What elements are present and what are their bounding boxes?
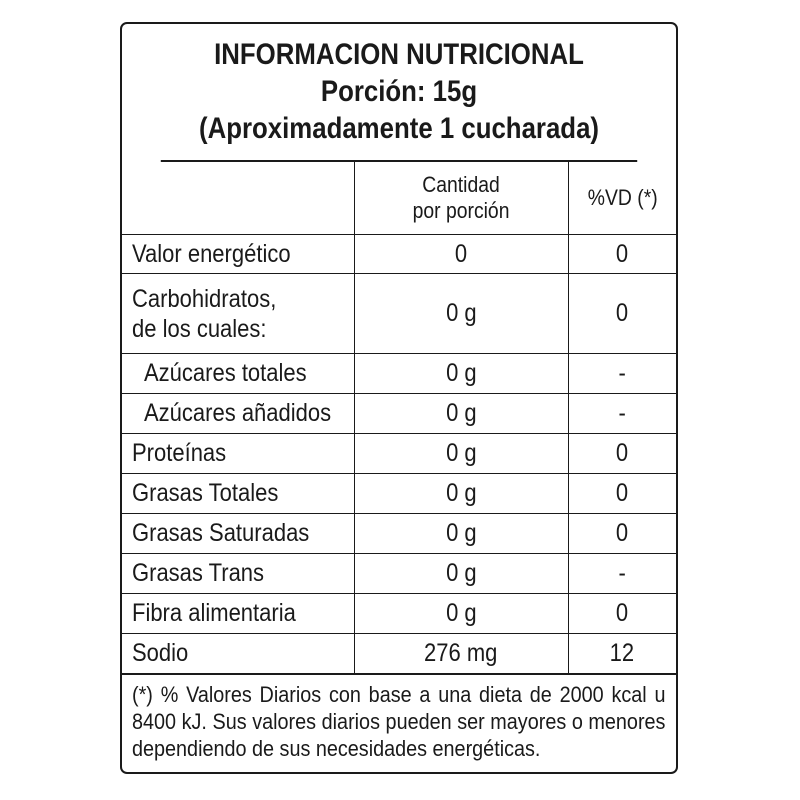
row-label: Azúcares totales (122, 354, 354, 394)
table-row (122, 594, 676, 634)
table-row (122, 274, 676, 354)
row-label: Grasas Saturadas (122, 514, 354, 554)
row-dv: 12 (568, 634, 676, 674)
panel-header (161, 24, 637, 162)
row-amount: 0 g (354, 594, 568, 634)
row-label: Valor energético (122, 235, 354, 274)
row-label: Sodio (122, 634, 354, 674)
amount-header-line2: por porción (412, 198, 510, 223)
row-amount: 0 g (354, 354, 568, 394)
footnote: (*) % Valores Diarios con base a una dieta de 2000 kcal u 8400 kJ. Sus valores diarios pueden ser mayores o menores dependiendo de sus necesidades energéticas. (132, 681, 666, 761)
row-amount: 0 g (354, 394, 568, 434)
row-amount: 0 g (354, 474, 568, 514)
dv-column-header: %VD (*) (568, 162, 676, 235)
portion-size: Porción: 15g (320, 75, 478, 108)
row-dv: - (568, 394, 676, 434)
table-header-row (122, 162, 676, 235)
portion-approx: (Aproximadamente 1 cucharada) (198, 112, 600, 145)
table-row (122, 394, 676, 434)
row-label: Proteínas (122, 434, 354, 474)
table-row (122, 554, 676, 594)
row-dv: 0 (568, 434, 676, 474)
row-label: Grasas Trans (122, 554, 354, 594)
row-amount: 0 g (354, 274, 568, 354)
table-row (122, 514, 676, 554)
row-amount: 0 (354, 235, 568, 274)
row-label: Fibra alimentaria (122, 594, 354, 634)
row-amount: 0 g (354, 554, 568, 594)
amount-header-line1: Cantidad (422, 172, 500, 197)
row-label-line2: de los cuales: (132, 314, 267, 343)
nutrition-table (122, 162, 676, 675)
table-row (122, 354, 676, 394)
row-label-line1: Carbohidratos, (132, 284, 277, 313)
row-dv: 0 (568, 474, 676, 514)
header-empty-cell (122, 162, 354, 235)
row-dv: 0 (568, 594, 676, 634)
row-dv: 0 (568, 235, 676, 274)
table-row (122, 474, 676, 514)
row-label: Azúcares añadidos (122, 394, 354, 434)
table-row (122, 634, 676, 674)
row-dv: - (568, 554, 676, 594)
row-dv: 0 (568, 274, 676, 354)
row-dv: - (568, 354, 676, 394)
row-label: Grasas Totales (122, 474, 354, 514)
panel-title: INFORMACION NUTRICIONAL (214, 38, 584, 71)
row-amount: 276 mg (354, 634, 568, 674)
row-amount: 0 g (354, 434, 568, 474)
row-dv: 0 (568, 514, 676, 554)
table-row (122, 434, 676, 474)
nutrition-facts-panel (120, 22, 678, 774)
table-row (122, 235, 676, 274)
amount-column-header (354, 162, 568, 235)
row-amount: 0 g (354, 514, 568, 554)
row-label (122, 274, 354, 354)
